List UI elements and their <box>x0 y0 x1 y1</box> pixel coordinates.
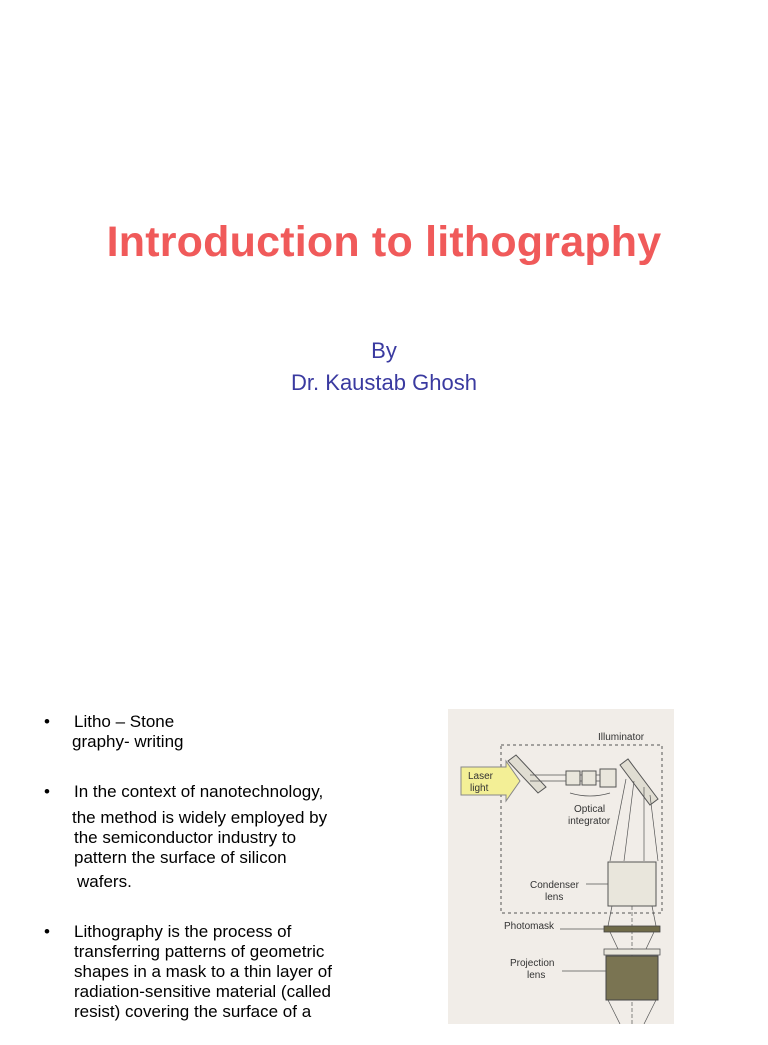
laser-label-1: Laser <box>468 771 494 782</box>
beam-line <box>610 779 626 861</box>
bullet-line: In the context of nanotechnology, <box>74 782 324 801</box>
bullet-line: transferring patterns of geometric <box>74 942 325 961</box>
photomask-label: Photomask <box>504 921 555 932</box>
condenser-lens <box>608 862 656 906</box>
integrator-element <box>582 771 596 785</box>
integrator-element <box>566 771 580 785</box>
lithography-figure <box>448 709 674 1024</box>
bullet-line: radiation-sensitive material (called <box>74 982 332 1001</box>
condenser-label-2: lens <box>545 892 564 903</box>
slide-title: Introduction to lithography <box>106 218 662 266</box>
bullet-line: wafers. <box>77 872 132 891</box>
bullet-line: pattern the surface of silicon <box>74 848 287 867</box>
stepper-diagram <box>448 709 674 1024</box>
beam-line <box>652 906 656 926</box>
bullet-line: graphy- writing <box>72 732 184 751</box>
beam-line <box>608 1000 620 1024</box>
laser-label-2: light <box>470 783 489 794</box>
beam-line <box>644 1000 656 1024</box>
photomask <box>604 926 660 932</box>
beam-line <box>650 795 658 861</box>
bullet-item <box>44 922 404 1022</box>
beam-line <box>646 932 654 949</box>
bullet-marker: • <box>44 922 50 941</box>
projection-lens <box>606 956 658 1000</box>
bullet-list <box>44 712 404 1045</box>
illuminator-label: Illuminator <box>598 732 645 743</box>
optical-label-1: Optical <box>574 804 606 815</box>
bullet-line: Lithography is the process of <box>74 922 292 941</box>
beam-line <box>608 906 612 926</box>
beam-line <box>610 932 618 949</box>
bullet-line: shapes in a mask to a thin layer of <box>74 962 332 981</box>
beam-line <box>624 781 634 861</box>
projection-label-1: Projection <box>510 958 555 969</box>
bullet-line: the semiconductor industry to <box>74 828 297 847</box>
projection-label-2: lens <box>527 970 546 981</box>
bullet-marker: • <box>44 712 50 731</box>
projection-lens-top <box>604 949 660 955</box>
condenser-label-1: Condenser <box>530 880 579 891</box>
bullet-line: the method is widely employed by <box>72 808 328 827</box>
byline-by: By <box>371 338 397 363</box>
author-name: Dr. Kaustab Ghosh <box>291 370 477 395</box>
integrator-element <box>600 769 616 787</box>
bullet-item <box>44 712 404 752</box>
bullet-item <box>44 782 404 892</box>
bullet-marker: • <box>44 782 50 801</box>
bullet-line: resist) covering the surface of a <box>74 1002 312 1021</box>
integrator-brace <box>570 793 610 796</box>
bullet-line: Litho – Stone <box>74 712 175 731</box>
optical-label-2: integrator <box>568 816 611 827</box>
